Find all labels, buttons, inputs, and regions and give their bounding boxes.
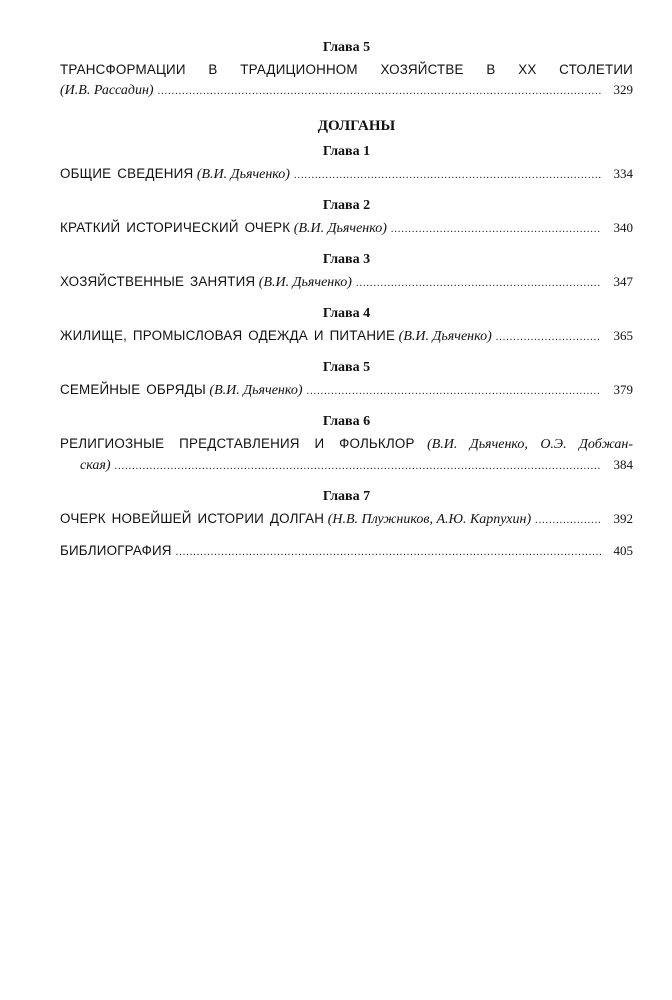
toc-entry <box>60 164 633 186</box>
entry-author: (В.И. Дьяченко) <box>398 329 492 344</box>
toc-entry <box>60 60 633 102</box>
toc-entry <box>60 326 633 348</box>
toc-entry-bibliography <box>60 541 633 563</box>
chapter-heading: Глава 7 <box>322 489 371 504</box>
chapter-heading: Глава 3 <box>322 252 371 267</box>
entry-author-continuation: ская) <box>80 458 111 473</box>
chapter-heading: Глава 1 <box>322 144 371 159</box>
entry-author: (В.И. Дьяченко) <box>293 221 387 236</box>
dot-leader <box>176 543 601 563</box>
table-of-contents <box>60 38 633 573</box>
entry-title: СЕМЕЙНЫЕ ОБРЯДЫ <box>60 382 206 397</box>
entry-page-number: 340 <box>613 220 633 235</box>
entry-page-number: 334 <box>613 166 633 181</box>
entry-page-number: 405 <box>613 543 633 558</box>
entry-author: (И.В. Рассадин) <box>60 83 154 98</box>
entry-author: (В.И. Дьяченко) <box>209 383 303 398</box>
entry-title: ХОЗЯЙСТВЕННЫЕ ЗАНЯТИЯ <box>60 274 256 289</box>
toc-entry <box>60 509 633 531</box>
entry-author: (В.И. Дьяченко) <box>258 275 352 290</box>
dot-leader <box>391 220 601 240</box>
chapter-heading: Глава 2 <box>322 198 371 213</box>
entry-author: (Н.В. Плужников, А.Ю. Карпухин) <box>327 512 532 527</box>
toc-entry <box>60 434 633 477</box>
chapter-heading: Глава 6 <box>322 414 371 429</box>
section-title: ДОЛГАНЫ <box>317 118 396 134</box>
dot-leader <box>535 511 601 531</box>
entry-title: ОБЩИЕ СВЕДЕНИЯ <box>60 166 194 181</box>
dot-leader <box>496 328 601 348</box>
dot-leader <box>115 457 601 477</box>
chapter-heading: Глава 5 <box>322 360 371 375</box>
dot-leader <box>356 274 601 294</box>
dot-leader <box>294 166 601 186</box>
entry-page-number: 365 <box>613 328 633 343</box>
toc-entry <box>60 272 633 294</box>
toc-entry <box>60 218 633 240</box>
dot-leader <box>307 382 601 402</box>
chapter-heading: Глава 4 <box>322 306 371 321</box>
entry-page-number: 329 <box>613 82 633 97</box>
entry-title: КРАТКИЙ ИСТОРИЧЕСКИЙ ОЧЕРК <box>60 220 291 235</box>
entry-author: (В.И. Дьяченко) <box>196 167 290 182</box>
entry-title: ОЧЕРК НОВЕЙШЕЙ ИСТОРИИ ДОЛГАН <box>60 511 325 526</box>
entry-title: ТРАНСФОРМАЦИИ В ТРАДИЦИОННОМ ХОЗЯЙСТВЕ В XX СТОЛЕТИИ <box>60 62 633 77</box>
entry-title: ЖИЛИЩЕ, ПРОМЫСЛОВАЯ ОДЕЖДА И ПИТАНИЕ <box>60 328 396 343</box>
toc-entry <box>60 380 633 402</box>
entry-page-number: 392 <box>613 511 633 526</box>
entry-page-number: 384 <box>613 457 633 472</box>
entry-title: БИБЛИОГРАФИЯ <box>60 543 172 558</box>
entry-author: (В.И. Дьяченко, О.Э. Добжан- <box>427 437 634 452</box>
chapter-heading: Глава 5 <box>322 40 371 55</box>
entry-page-number: 347 <box>613 274 633 289</box>
dot-leader <box>158 82 601 102</box>
entry-page-number: 379 <box>613 382 633 397</box>
entry-title: РЕЛИГИОЗНЫЕ ПРЕДСТАВЛЕНИЯ И ФОЛЬКЛОР <box>60 436 415 451</box>
